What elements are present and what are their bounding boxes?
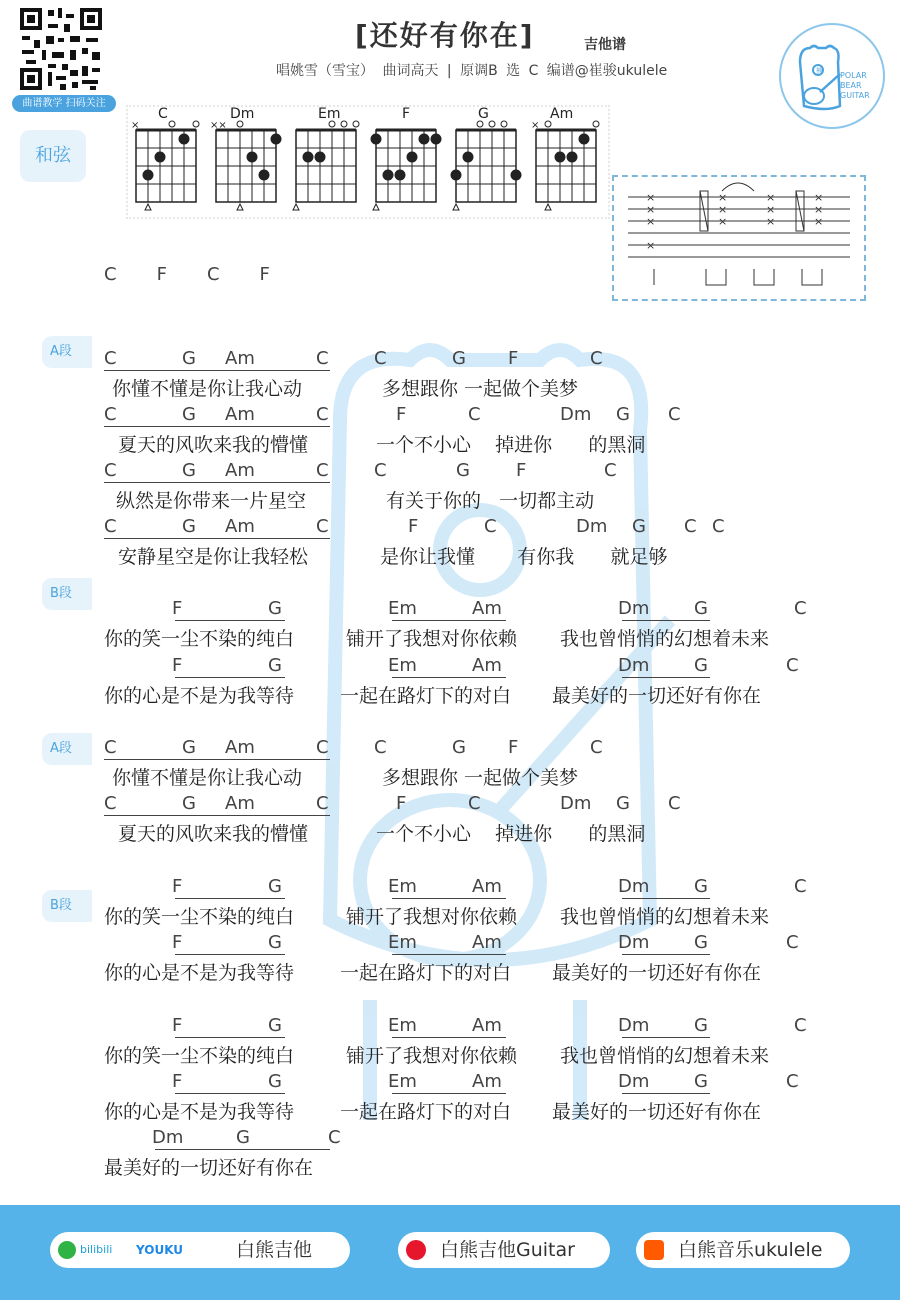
chord-symbol: Dm: [618, 1071, 650, 1092]
chord-symbol: Em: [388, 1015, 417, 1036]
chord-symbol: G: [694, 932, 708, 953]
chord-symbol: Dm: [618, 598, 650, 619]
chord-symbol: F: [396, 404, 407, 425]
chord-underline: [104, 815, 330, 816]
chord-symbol: Am: [225, 460, 255, 481]
chord-underline: [175, 898, 285, 899]
chord-symbol: G: [182, 793, 196, 814]
song-title: [还好有你在]: [355, 19, 535, 52]
chord-underline: [622, 1093, 710, 1094]
chord-symbol: C: [668, 404, 681, 425]
svg-text:Am: Am: [550, 106, 574, 122]
svg-text:×: ×: [766, 215, 776, 228]
svg-text:F: F: [402, 106, 411, 122]
chord-symbol: C: [104, 516, 117, 537]
lyric-line: 铺开了我想对你依赖: [346, 628, 518, 650]
chord-underline: [175, 620, 285, 621]
chord-underline: [104, 759, 330, 760]
chord-symbol: G: [694, 655, 708, 676]
chord-symbol: Am: [472, 598, 502, 619]
strum-pattern: [614, 177, 862, 297]
chord-symbol: G: [182, 737, 196, 758]
chord-symbol: F: [508, 737, 519, 758]
chord-diagram-em: [293, 106, 359, 210]
chord-diagram-f: [371, 106, 441, 210]
chord-symbol: F: [508, 348, 519, 369]
chord-symbol: F: [396, 793, 407, 814]
chord-symbol: Dm: [618, 876, 650, 897]
chord-symbol: G: [694, 876, 708, 897]
svg-text:×: ×: [718, 215, 728, 228]
chord-symbol: F: [172, 876, 183, 897]
intro-chords: [104, 264, 310, 285]
chord-symbol: G: [694, 1015, 708, 1036]
lyric-line: 一起在路灯下的对白: [340, 962, 512, 984]
chord-symbol: G: [452, 348, 466, 369]
chord-symbol: G: [268, 876, 282, 897]
lyric-line: 有关于你的 一切都主动: [386, 490, 595, 512]
lyric-line: 你的笑一尘不染的纯白: [104, 1045, 295, 1067]
svg-text:××: ××: [210, 120, 227, 131]
lyric-line: 铺开了我想对你依赖: [346, 1045, 518, 1067]
footer-pill-taobao[interactable]: [636, 1232, 850, 1268]
footer-pill-platforms[interactable]: [50, 1232, 350, 1268]
svg-text:×: ×: [718, 191, 728, 204]
chord-symbol: Dm: [560, 404, 592, 425]
chord-underline: [175, 1037, 285, 1038]
chord-symbol: G: [456, 460, 470, 481]
lyric-line: 你的心是不是为我等待: [104, 1101, 295, 1123]
chord-symbol: C: [468, 404, 481, 425]
section-tag-a: A段: [42, 336, 92, 368]
svg-text:×: ×: [814, 215, 824, 228]
chord-symbol: Dm: [560, 793, 592, 814]
svg-text:GUITAR: GUITAR: [840, 91, 870, 100]
chord-underline: [104, 370, 330, 371]
chord-symbol: C: [668, 793, 681, 814]
chord-symbol: C: [104, 793, 117, 814]
chord-symbol: G: [182, 516, 196, 537]
lyric-line: 最美好的一切还好有你在: [104, 1157, 314, 1179]
chord-symbol: Dm: [618, 932, 650, 953]
title-suffix: 吉他谱: [584, 37, 626, 53]
chord-underline: [155, 1149, 330, 1150]
section-tag-a: A段: [42, 733, 92, 765]
chord-symbol: Am: [472, 1071, 502, 1092]
qr-code-icon[interactable]: [18, 6, 104, 92]
section-tag-b: B段: [42, 890, 92, 922]
chord-symbol: Em: [388, 876, 417, 897]
chord-symbol: C: [794, 1015, 807, 1036]
lyric-line: 夏天的风吹来我的懵懂: [118, 823, 309, 845]
chord-symbol: G: [616, 404, 630, 425]
chord-diagram-g: [451, 106, 521, 210]
lyric-line: 我也曾悄悄的幻想着未来: [560, 1045, 770, 1067]
svg-text:×: ×: [814, 191, 824, 204]
lyric-line: 你的笑一尘不染的纯白: [104, 628, 295, 650]
chord-symbol: G: [268, 932, 282, 953]
chord-symbol: Am: [472, 1015, 502, 1036]
intro-chord: C: [104, 264, 117, 285]
chord-symbol: C: [374, 460, 387, 481]
chord-symbol: C: [316, 460, 329, 481]
chord-underline: [622, 677, 710, 678]
svg-text:×: ×: [646, 215, 656, 228]
chord-symbol: G: [632, 516, 646, 537]
lyric-line: 多想跟你 一起做个美梦: [382, 767, 579, 789]
lyric-line: 最美好的一切还好有你在: [552, 962, 762, 984]
chord-symbol: C: [590, 348, 603, 369]
svg-text:×: ×: [646, 239, 656, 252]
chord-underline: [622, 954, 710, 955]
svg-text:×: ×: [646, 191, 656, 204]
svg-text:×: ×: [531, 120, 540, 131]
chord-symbol: Dm: [618, 655, 650, 676]
polar-bear-guitar-logo[interactable]: [778, 22, 886, 130]
svg-text:Em: Em: [318, 106, 341, 122]
chord-symbol: C: [328, 1127, 341, 1148]
svg-text:×: ×: [766, 191, 776, 204]
chord-symbol: F: [516, 460, 527, 481]
chord-symbol: C: [590, 737, 603, 758]
chord-symbol: Am: [225, 516, 255, 537]
chord-symbol: C: [684, 516, 697, 537]
svg-text:Dm: Dm: [230, 106, 255, 122]
svg-text:POLAR: POLAR: [840, 71, 867, 80]
wechat-icon: [58, 1241, 76, 1259]
chord-symbol: G: [182, 460, 196, 481]
svg-text:BEAR: BEAR: [840, 81, 862, 90]
lyric-line: 一起在路灯下的对白: [340, 685, 512, 707]
chord-symbol: C: [374, 737, 387, 758]
footer-pill2-text: 白熊吉他Guitar: [440, 1239, 575, 1261]
section-tag-b: B段: [42, 578, 92, 610]
svg-text:G: G: [478, 106, 489, 122]
lyric-line: 多想跟你 一起做个美梦: [382, 378, 579, 400]
lyric-line: 你的心是不是为我等待: [104, 685, 295, 707]
chord-symbol: F: [172, 655, 183, 676]
chord-symbol: F: [172, 1015, 183, 1036]
chord-symbol: Em: [388, 932, 417, 953]
chord-underline: [392, 954, 506, 955]
chord-symbol: G: [182, 348, 196, 369]
intro-chord: F: [259, 264, 270, 285]
svg-text:×: ×: [646, 203, 656, 216]
chord-symbol: C: [104, 460, 117, 481]
lyric-line: 安静星空是你让我轻松: [118, 546, 309, 568]
chord-symbol: C: [468, 793, 481, 814]
chord-symbol: Dm: [152, 1127, 184, 1148]
chord-underline: [392, 898, 506, 899]
chord-symbol: C: [786, 655, 799, 676]
chord-diagram-dm: [210, 106, 281, 210]
svg-text:熊: 熊: [816, 67, 823, 75]
svg-text:×: ×: [766, 203, 776, 216]
chord-symbol: Em: [388, 598, 417, 619]
weibo-icon: [406, 1240, 426, 1260]
chord-underline: [622, 1037, 710, 1038]
chord-underline: [175, 954, 285, 955]
chord-symbol: C: [104, 404, 117, 425]
chord-symbol: G: [268, 1071, 282, 1092]
svg-text:C: C: [158, 106, 168, 122]
chord-symbol: C: [604, 460, 617, 481]
lyric-line: 我也曾悄悄的幻想着未来: [560, 906, 770, 928]
chord-underline: [175, 1093, 285, 1094]
chord-symbol: Am: [472, 655, 502, 676]
chord-symbol: F: [172, 598, 183, 619]
song-credits: 唱姚雪（雪宝） 曲词高天 | 原调B 选 C 编谱@崔骏ukulele: [276, 63, 668, 79]
lyric-line: 夏天的风吹来我的懵懂: [118, 434, 309, 456]
chord-symbol: C: [316, 793, 329, 814]
intro-chord: C: [206, 264, 220, 285]
chord-symbol: G: [268, 598, 282, 619]
chord-symbol: Am: [472, 876, 502, 897]
chord-symbol: G: [236, 1127, 250, 1148]
chord-symbol: G: [694, 1071, 708, 1092]
lyric-line: 你的笑一尘不染的纯白: [104, 906, 295, 928]
intro-chord: F: [156, 264, 167, 285]
chord-symbol: F: [408, 516, 419, 537]
lyric-line: 一个不小心 掉进你 的黑洞: [376, 434, 646, 456]
chord-symbol: Dm: [576, 516, 608, 537]
chord-symbol: C: [104, 737, 117, 758]
chord-underline: [104, 426, 330, 427]
chord-symbol: C: [794, 598, 807, 619]
youku-label: YOUKU: [136, 1243, 184, 1257]
lyric-line: 你的心是不是为我等待: [104, 962, 295, 984]
chord-underline: [392, 620, 506, 621]
lyric-line: 我也曾悄悄的幻想着未来: [560, 628, 770, 650]
lyric-line: 纵然是你带来一片星空: [116, 490, 307, 512]
chords-label: 和弦: [20, 130, 86, 182]
chord-underline: [622, 620, 710, 621]
svg-text:×: ×: [718, 203, 728, 216]
lyric-line: 一起在路灯下的对白: [340, 1101, 512, 1123]
chord-underline: [104, 482, 330, 483]
chord-symbol: C: [794, 876, 807, 897]
chord-symbol: Am: [225, 348, 255, 369]
chord-underline: [175, 677, 285, 678]
footer-pill1-text: 白熊吉他: [236, 1239, 313, 1261]
chord-symbol: G: [694, 598, 708, 619]
chord-symbol: C: [374, 348, 387, 369]
chord-symbol: C: [484, 516, 497, 537]
lyric-line: 最美好的一切还好有你在: [552, 1101, 762, 1123]
chord-symbol: G: [182, 404, 196, 425]
chord-symbol: G: [616, 793, 630, 814]
chord-diagrams: [126, 100, 612, 220]
chord-underline: [392, 1093, 506, 1094]
lyric-line: 是你让我懂 有你我 就足够: [380, 546, 668, 568]
svg-text:×: ×: [814, 203, 824, 216]
lyric-line: 你懂不懂是你让我心动: [112, 767, 303, 789]
bilibili-label: bilibili: [80, 1243, 113, 1256]
qr-caption: 曲谱教学 扫码关注: [12, 95, 116, 112]
chord-symbol: G: [452, 737, 466, 758]
chord-symbol: C: [316, 737, 329, 758]
chord-diagram-c: [131, 106, 199, 210]
chord-symbol: Em: [388, 655, 417, 676]
lyric-line: 你懂不懂是你让我心动: [112, 378, 303, 400]
chord-symbol: Am: [225, 404, 255, 425]
svg-text:×: ×: [131, 120, 140, 131]
chord-symbol: Dm: [618, 1015, 650, 1036]
chord-symbol: Am: [225, 793, 255, 814]
chord-symbol: C: [712, 516, 725, 537]
chord-symbol: G: [268, 655, 282, 676]
taobao-icon: [644, 1240, 664, 1260]
chord-symbol: C: [316, 348, 329, 369]
chord-symbol: F: [172, 932, 183, 953]
chord-symbol: F: [172, 1071, 183, 1092]
lyric-line: 最美好的一切还好有你在: [552, 685, 762, 707]
chord-symbol: C: [316, 516, 329, 537]
chord-symbol: G: [268, 1015, 282, 1036]
chord-underline: [622, 898, 710, 899]
chord-diagram-am: [531, 106, 599, 210]
chord-symbol: C: [786, 932, 799, 953]
chord-symbol: C: [104, 348, 117, 369]
chord-symbol: Em: [388, 1071, 417, 1092]
chord-symbol: C: [786, 1071, 799, 1092]
chord-underline: [104, 538, 330, 539]
chord-underline: [392, 1037, 506, 1038]
chord-underline: [392, 677, 506, 678]
footer-pill3-text: 白熊音乐ukulele: [678, 1239, 823, 1261]
lyric-line: 一个不小心 掉进你 的黑洞: [376, 823, 646, 845]
chord-symbol: Am: [225, 737, 255, 758]
chord-symbol: Am: [472, 932, 502, 953]
lyric-line: 铺开了我想对你依赖: [346, 906, 518, 928]
footer-pill-weibo[interactable]: [398, 1232, 610, 1268]
chord-symbol: C: [316, 404, 329, 425]
